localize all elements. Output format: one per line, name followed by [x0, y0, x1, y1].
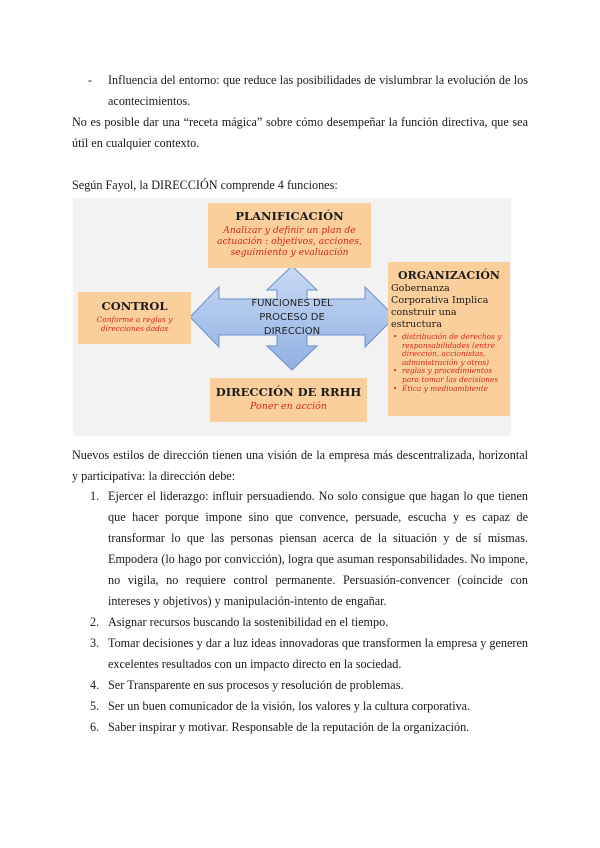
list-item: [72, 486, 528, 612]
diagram-center-label: FUNCIONES DEL PROCESO DE DIRECCION: [251, 298, 333, 337]
list-number: 4.: [90, 678, 100, 692]
rrhh-title: DIRECCIÓN DE RRHH: [215, 385, 362, 399]
list-number: 2.: [90, 615, 100, 629]
organizacion-subtitle: Gobernanza Corporativa Implica construir una estructura: [391, 283, 489, 330]
intro-bullet-text: Influencia del entorno: que reduce las posibilidades de vislumbrar la evolución de los acontecimientos.: [108, 73, 528, 108]
planificacion-subtitle: Analizar y definir un plan de actuación : objetivos, acciones, seguimiento y evaluación: [216, 225, 362, 258]
dash-marker: -: [88, 73, 93, 87]
direction-functions-diagram: [73, 198, 511, 436]
list-item: [72, 633, 528, 675]
organizacion-bullets: [388, 333, 510, 393]
control-title: CONTROL: [101, 299, 168, 313]
organizacion-bullet: • distribución de derechos y responsabilidades (entre dirección, accionistas, administración y otros): [402, 333, 510, 367]
list-number: 5.: [90, 699, 100, 713]
rrhh-box: [210, 378, 367, 422]
list-item-text: Ser Transparente en sus procesos y resolución de problemas.: [108, 678, 404, 692]
list-item: [72, 612, 528, 633]
organizacion-title: ORGANIZACIÓN: [398, 269, 500, 282]
list-item-text: Ser un buen comunicador de la visión, los valores y la cultura corporativa.: [108, 699, 471, 713]
list-item-text: Asignar recursos buscando la sostenibilidad en el tiempo.: [108, 615, 389, 629]
list-item: [72, 675, 528, 696]
rrhh-subtitle: Poner en acción: [250, 401, 327, 412]
list-item: [72, 717, 528, 738]
paragraph-recipe: No es posible dar una “receta mágica” sobre cómo desempeñar la función directiva, que sea útil en cualquier contexto.: [72, 115, 528, 150]
organizacion-bullet: • Ética y medioambiente: [402, 385, 510, 394]
list-item-text: Ejercer el liderazgo: influir persuadiendo. No solo consigue que hagan lo que tienen que hacer porque impone sino que convence, persuade, escucha y es capaz de transformar lo que las personas piensan acerca de la situación y de sí mismas. Empodera (lo hago por convicción), logra que asuman responsabilidades. No impone, no vigila, no requiere control permanente. Persuasión-convencer (coincide con intereses y objetivos) y manipulación-intento de engañar.: [108, 489, 528, 608]
control-box: [78, 292, 191, 344]
duties-list: [72, 486, 528, 738]
list-number: 3.: [90, 636, 100, 650]
planificacion-title: PLANIFICACIÓN: [235, 209, 344, 223]
paragraph-fayol: Según Fayol, la DIRECCIÓN comprende 4 funciones:: [72, 178, 338, 192]
control-subtitle: Conforme a reglas y direcciones dadas: [96, 315, 173, 333]
organizacion-box: [388, 262, 510, 416]
planificacion-box: [208, 203, 371, 268]
organizacion-bullet: • reglas y procedimientos para tomar las decisiones: [402, 367, 510, 384]
list-number: 6.: [90, 720, 100, 734]
intro-bullet: [88, 70, 528, 112]
paragraph-new-styles: Nuevos estilos de dirección tienen una visión de la empresa más descentralizada, horizontal y participativa: la dirección debe:: [72, 448, 528, 483]
list-item-text: Saber inspirar y motivar. Responsable de la reputación de la organización.: [108, 720, 470, 734]
list-number: 1.: [90, 489, 100, 503]
list-item: [72, 696, 528, 717]
list-item-text: Tomar decisiones y dar a luz ideas innovadoras que transformen la empresa y generen excelentes resultados con un impacto directo en la sociedad.: [108, 636, 528, 671]
